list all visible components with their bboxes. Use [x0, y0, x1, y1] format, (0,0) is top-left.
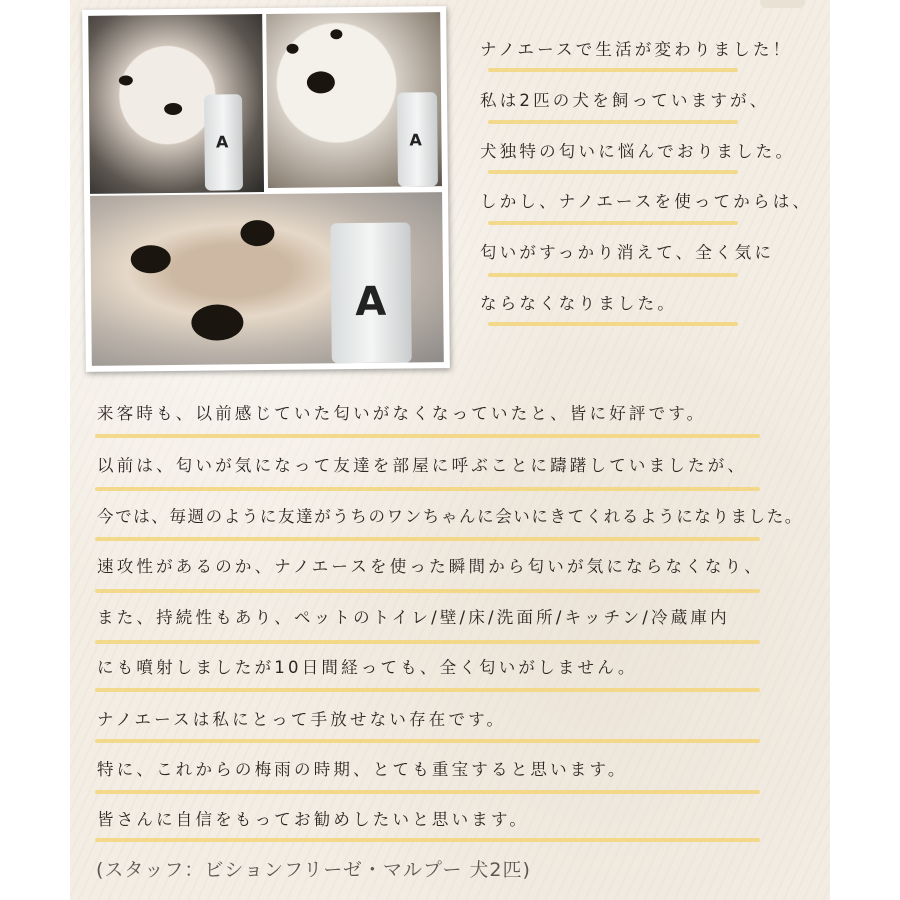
body-line: 以前は、匂いが気になって友達を部屋に呼ぶことに躊躇していましたが、	[97, 456, 748, 475]
dog-photo-2	[266, 12, 442, 188]
body-line: 速攻性があるのか、ナノエースを使った瞬間から匂いが気にならなくなり、	[97, 557, 764, 576]
body-line: また、持続性もあり、ペットのトイレ/壁/床/洗面所/キッチン/冷蔵庫内	[97, 608, 730, 627]
dog-photo-1	[88, 14, 264, 194]
underline	[95, 790, 760, 794]
body-line: 今では、毎週のように友達がうちのワンちゃんに会いにきてくれるようになりました。	[97, 507, 803, 526]
underline	[95, 434, 760, 438]
bottle-label: A	[409, 129, 422, 150]
underline	[488, 221, 738, 225]
intro-line: ならなくなりました。	[480, 294, 677, 313]
body-line: にも噴射しましたが10日間経っても、全く匂いがしません。	[97, 658, 638, 677]
intro-line: 犬独特の匂いに悩んでおりました。	[480, 142, 796, 161]
underline	[95, 537, 760, 541]
underline	[95, 739, 760, 743]
underline	[95, 589, 760, 593]
dog-photo-3	[90, 192, 444, 366]
intro-line: ナノエースで生活が変わりました！	[480, 40, 793, 59]
underline	[95, 640, 760, 644]
intro-line: しかし、ナノエースを使ってからは、	[480, 192, 813, 211]
body-line: 皆さんに自信をもってお勧めしたいと思います。	[97, 810, 530, 829]
body-line: 来客時も、以前感じていた匂いがなくなっていたと、皆に好評です。	[97, 404, 707, 423]
underline	[95, 838, 760, 842]
intro-line: 私は2匹の犬を飼っていますが、	[480, 91, 770, 110]
body-line: ナノエースは私にとって手放せない存在です。	[97, 710, 507, 729]
underline	[488, 322, 738, 326]
underline	[488, 170, 738, 174]
underline	[488, 273, 738, 277]
staff-signature: (スタッフ：ビションフリーゼ・マルプー 犬2匹)	[96, 859, 531, 881]
body-line: 特に、これからの梅雨の時期、とても重宝すると思います。	[97, 760, 628, 779]
paper-tab	[760, 0, 805, 8]
underline	[488, 68, 738, 72]
underline	[95, 487, 760, 491]
bottle-label: A	[354, 278, 387, 326]
bottle-label: A	[215, 132, 229, 152]
underline	[488, 120, 738, 124]
photo-collage	[82, 6, 450, 372]
underline	[95, 688, 760, 692]
intro-line: 匂いがすっかり消えて、全く気に	[480, 243, 775, 262]
